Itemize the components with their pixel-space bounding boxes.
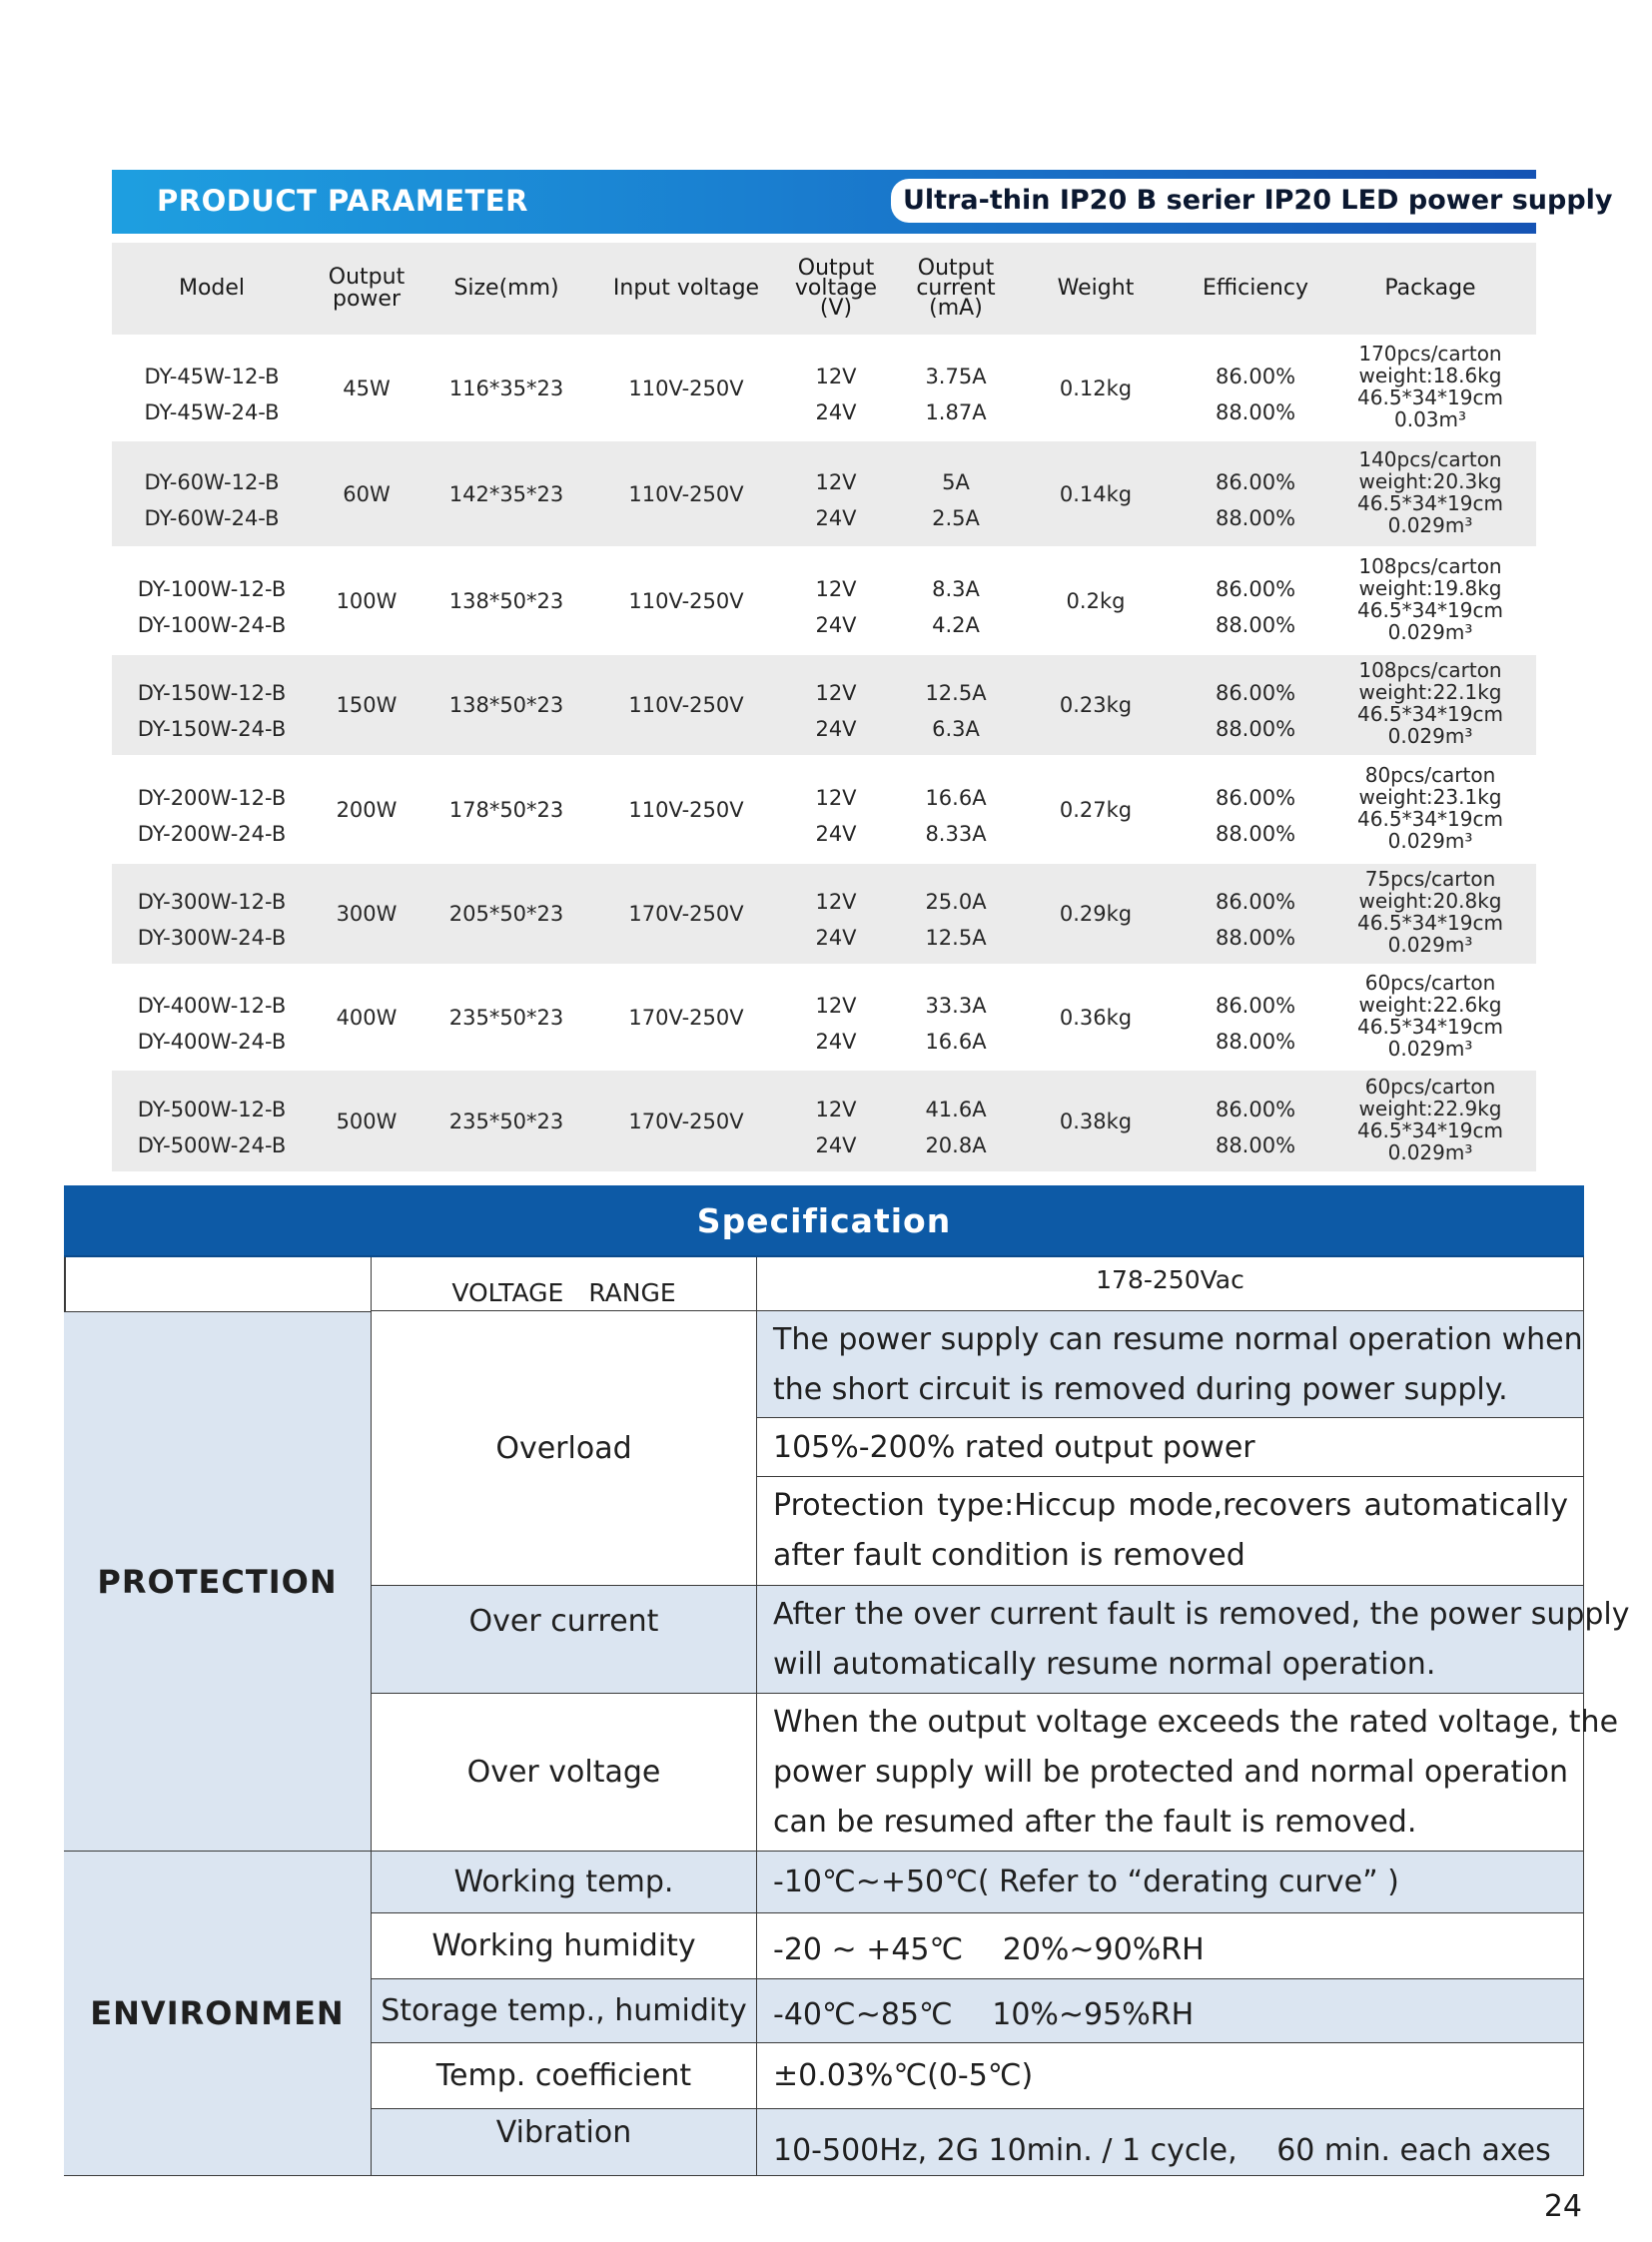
package-cell bbox=[1340, 868, 1520, 956]
package-line: 140pcs/carton bbox=[1358, 446, 1502, 471]
model-cell-a: DY-500W-12-B bbox=[137, 1097, 287, 1121]
efficiency-cell-a: 86.00% bbox=[1215, 993, 1296, 1018]
package-cell bbox=[1340, 343, 1520, 430]
model-cell-a: DY-100W-12-B bbox=[137, 576, 287, 601]
over-voltage-description: When the output voltage exceeds the rated voltage, the power supply will be protected and normal operation can be resumed after the fault is removed. bbox=[757, 1694, 1584, 1852]
output-voltage-cell-a: 12V bbox=[815, 785, 857, 810]
weight-cell: 0.27kg bbox=[1059, 797, 1133, 822]
storage-value: -40℃~85℃ 10%~95%RH bbox=[757, 1979, 1584, 2043]
output-current-cell-a: 8.3A bbox=[932, 576, 980, 601]
package-line: 46.5*34*19cm bbox=[1357, 384, 1503, 409]
efficiency-cell-a: 86.00% bbox=[1215, 681, 1296, 705]
table-body bbox=[112, 335, 1536, 1171]
size-cell: 138*50*23 bbox=[448, 588, 564, 613]
working-humidity-value: -20 ~ +45℃ 20%~90%RH bbox=[757, 1913, 1584, 1979]
output-voltage-cell-b: 24V bbox=[815, 399, 857, 424]
package-line: 46.5*34*19cm bbox=[1357, 702, 1503, 726]
package-line: 46.5*34*19cm bbox=[1357, 490, 1503, 515]
model-cell-b: DY-100W-24-B bbox=[137, 612, 287, 637]
package-line: 80pcs/carton bbox=[1364, 762, 1496, 787]
environment-group-label: ENVIRONMEN bbox=[64, 1852, 372, 2176]
product-parameter-table bbox=[112, 243, 1536, 1171]
specification-table bbox=[64, 1257, 1630, 2176]
efficiency-cell-b: 88.00% bbox=[1215, 821, 1296, 846]
table-row bbox=[112, 335, 1536, 441]
package-line: 75pcs/carton bbox=[1364, 867, 1496, 891]
efficiency-cell-a: 86.00% bbox=[1215, 469, 1296, 494]
overload-description-2: 105%-200% rated output power bbox=[757, 1418, 1584, 1477]
input-voltage-cell: 110V-250V bbox=[628, 588, 744, 613]
spec-empty-cell bbox=[64, 1257, 372, 1311]
output-voltage-cell-b: 24V bbox=[815, 821, 857, 846]
package-line: 46.5*34*19cm bbox=[1357, 597, 1503, 622]
col-efficiency: Efficiency bbox=[1203, 276, 1308, 301]
output-current-cell-a: 25.0A bbox=[925, 890, 987, 914]
package-cell bbox=[1340, 448, 1520, 536]
output-current-cell-b: 1.87A bbox=[925, 399, 987, 424]
package-line: weight:22.9kg bbox=[1358, 1096, 1502, 1121]
power-cell: 150W bbox=[336, 693, 398, 717]
package-line: 0.029m³ bbox=[1387, 828, 1473, 853]
storage-label: Storage temp., humidity bbox=[372, 1979, 757, 2043]
product-series-subtitle: Ultra-thin IP20 B serier IP20 LED power supply bbox=[891, 179, 1625, 223]
col-package: Package bbox=[1384, 276, 1476, 301]
package-line: weight:18.6kg bbox=[1358, 363, 1502, 387]
model-cell-b: DY-400W-24-B bbox=[137, 1029, 287, 1054]
package-line: 0.029m³ bbox=[1387, 619, 1473, 644]
package-line: weight:22.6kg bbox=[1358, 992, 1502, 1017]
col-weight: Weight bbox=[1057, 276, 1135, 301]
overload-description-3: Protection type:Hiccup mode,recovers automatically after fault condition is removed bbox=[757, 1477, 1584, 1586]
output-voltage-cell-b: 24V bbox=[815, 926, 857, 950]
vibration-value: 10-500Hz, 2G 10min. / 1 cycle, 60 min. each axes bbox=[757, 2109, 1584, 2176]
input-voltage-cell: 110V-250V bbox=[628, 375, 744, 400]
output-current-cell-a: 3.75A bbox=[925, 364, 987, 388]
output-voltage-cell-b: 24V bbox=[815, 717, 857, 741]
output-current-cell-b: 2.5A bbox=[932, 505, 980, 530]
output-voltage-cell-a: 12V bbox=[815, 364, 857, 388]
model-cell-a: DY-45W-12-B bbox=[144, 364, 280, 388]
package-line: 0.029m³ bbox=[1387, 933, 1473, 957]
table-row bbox=[112, 864, 1536, 964]
size-cell: 116*35*23 bbox=[448, 375, 564, 400]
overload-label: Overload bbox=[372, 1311, 757, 1586]
package-cell bbox=[1340, 764, 1520, 852]
power-cell: 500W bbox=[336, 1109, 398, 1133]
efficiency-cell-b: 88.00% bbox=[1215, 1029, 1296, 1054]
output-current-cell-b: 8.33A bbox=[925, 821, 987, 846]
package-line: 108pcs/carton bbox=[1358, 553, 1502, 578]
power-cell: 400W bbox=[336, 1005, 398, 1030]
product-parameter-title: PRODUCT PARAMETER bbox=[157, 184, 528, 218]
input-voltage-cell: 110V-250V bbox=[628, 797, 744, 822]
package-line: 60pcs/carton bbox=[1364, 1074, 1496, 1099]
package-line: 60pcs/carton bbox=[1364, 970, 1496, 995]
package-line: 0.029m³ bbox=[1387, 724, 1473, 748]
weight-cell: 0.29kg bbox=[1059, 902, 1133, 926]
package-cell bbox=[1340, 659, 1520, 747]
package-cell bbox=[1340, 1076, 1520, 1163]
package-line: 46.5*34*19cm bbox=[1357, 1118, 1503, 1142]
model-cell-a: DY-400W-12-B bbox=[137, 993, 287, 1018]
package-line: 46.5*34*19cm bbox=[1357, 806, 1503, 831]
col-size: Size(mm) bbox=[453, 276, 559, 301]
table-row bbox=[112, 546, 1536, 655]
voltage-range-label: VOLTAGE RANGE bbox=[372, 1257, 757, 1311]
weight-cell: 0.23kg bbox=[1059, 693, 1133, 717]
overload-description-1: The power supply can resume normal operation when the short circuit is removed during power supply. bbox=[757, 1311, 1584, 1418]
input-voltage-cell: 110V-250V bbox=[628, 481, 744, 506]
output-voltage-cell-b: 24V bbox=[815, 1029, 857, 1054]
efficiency-cell-a: 86.00% bbox=[1215, 785, 1296, 810]
package-line: weight:19.8kg bbox=[1358, 575, 1502, 600]
col-model: Model bbox=[178, 276, 246, 301]
model-cell-b: DY-500W-24-B bbox=[137, 1132, 287, 1157]
model-cell-b: DY-150W-24-B bbox=[137, 717, 287, 741]
efficiency-cell-a: 86.00% bbox=[1215, 1097, 1296, 1121]
output-current-cell-a: 5A bbox=[942, 469, 970, 494]
specification-header bbox=[64, 1185, 1584, 1257]
output-current-cell-b: 4.2A bbox=[932, 612, 980, 637]
output-voltage-cell-a: 12V bbox=[815, 993, 857, 1018]
input-voltage-cell: 110V-250V bbox=[628, 693, 744, 717]
output-voltage-cell-a: 12V bbox=[815, 576, 857, 601]
output-voltage-cell-a: 12V bbox=[815, 469, 857, 494]
col-output-current: Output current (mA) bbox=[916, 256, 996, 321]
output-current-cell-b: 20.8A bbox=[925, 1132, 987, 1157]
package-cell bbox=[1340, 555, 1520, 643]
package-line: 0.029m³ bbox=[1387, 512, 1473, 537]
output-voltage-cell-b: 24V bbox=[815, 505, 857, 530]
specification-title: Specification bbox=[696, 1201, 952, 1240]
power-cell: 200W bbox=[336, 797, 398, 822]
vibration-label: Vibration bbox=[372, 2109, 757, 2176]
output-current-cell-a: 16.6A bbox=[925, 785, 987, 810]
efficiency-cell-a: 86.00% bbox=[1215, 576, 1296, 601]
package-line: 46.5*34*19cm bbox=[1357, 1014, 1503, 1039]
working-humidity-label: Working humidity bbox=[372, 1913, 757, 1979]
efficiency-cell-a: 86.00% bbox=[1215, 890, 1296, 914]
output-voltage-cell-a: 12V bbox=[815, 1097, 857, 1121]
temp-coefficient-label: Temp. coefficient bbox=[372, 2043, 757, 2109]
package-line: 46.5*34*19cm bbox=[1357, 911, 1503, 935]
table-header-row bbox=[112, 243, 1536, 335]
package-line: 0.029m³ bbox=[1387, 1139, 1473, 1164]
package-line: 0.029m³ bbox=[1387, 1036, 1473, 1061]
efficiency-cell-b: 88.00% bbox=[1215, 399, 1296, 424]
weight-cell: 0.38kg bbox=[1059, 1109, 1133, 1133]
size-cell: 235*50*23 bbox=[448, 1109, 564, 1133]
output-current-cell-a: 33.3A bbox=[925, 993, 987, 1018]
size-cell: 142*35*23 bbox=[448, 481, 564, 506]
model-cell-b: DY-200W-24-B bbox=[137, 821, 287, 846]
model-cell-a: DY-300W-12-B bbox=[137, 890, 287, 914]
over-voltage-label: Over voltage bbox=[372, 1694, 757, 1852]
output-voltage-cell-b: 24V bbox=[815, 1132, 857, 1157]
efficiency-cell-b: 88.00% bbox=[1215, 612, 1296, 637]
input-voltage-cell: 170V-250V bbox=[628, 902, 744, 926]
table-row bbox=[112, 755, 1536, 864]
model-cell-a: DY-60W-12-B bbox=[144, 469, 280, 494]
over-current-label: Over current bbox=[372, 1586, 757, 1694]
table-row bbox=[112, 1071, 1536, 1171]
over-current-description: After the over current fault is removed, the power supply will automatically resume normal operation. bbox=[757, 1586, 1584, 1694]
model-cell-a: DY-150W-12-B bbox=[137, 681, 287, 705]
product-parameter-header bbox=[112, 170, 1613, 234]
output-current-cell-b: 6.3A bbox=[932, 717, 980, 741]
power-cell: 60W bbox=[343, 481, 391, 506]
working-temp-label: Working temp. bbox=[372, 1852, 757, 1913]
power-cell: 45W bbox=[343, 375, 391, 400]
table-row bbox=[112, 441, 1536, 546]
efficiency-cell-b: 88.00% bbox=[1215, 1132, 1296, 1157]
weight-cell: 0.14kg bbox=[1059, 481, 1133, 506]
package-line: weight:20.3kg bbox=[1358, 468, 1502, 493]
input-voltage-cell: 170V-250V bbox=[628, 1109, 744, 1133]
efficiency-cell-b: 88.00% bbox=[1215, 926, 1296, 950]
output-voltage-cell-a: 12V bbox=[815, 890, 857, 914]
model-cell-b: DY-300W-24-B bbox=[137, 926, 287, 950]
col-input-voltage: Input voltage bbox=[612, 276, 760, 301]
package-line: weight:20.8kg bbox=[1358, 889, 1502, 913]
page-number: 24 bbox=[1543, 2189, 1582, 2224]
efficiency-cell-b: 88.00% bbox=[1215, 505, 1296, 530]
package-line: 0.03m³ bbox=[1393, 406, 1467, 431]
col-output-power: Output power bbox=[328, 265, 406, 312]
model-cell-b: DY-60W-24-B bbox=[144, 505, 280, 530]
model-cell-a: DY-200W-12-B bbox=[137, 785, 287, 810]
output-voltage-cell-b: 24V bbox=[815, 612, 857, 637]
col-output-voltage: Output voltage (V) bbox=[794, 256, 878, 321]
working-temp-value: -10℃~+50℃( Refer to “derating curve” ) bbox=[757, 1852, 1584, 1913]
output-current-cell-a: 41.6A bbox=[925, 1097, 987, 1121]
output-current-cell-b: 16.6A bbox=[925, 1029, 987, 1054]
efficiency-cell-a: 86.00% bbox=[1215, 364, 1296, 388]
power-cell: 100W bbox=[336, 588, 398, 613]
package-line: 170pcs/carton bbox=[1358, 341, 1502, 366]
package-line: weight:23.1kg bbox=[1358, 784, 1502, 809]
size-cell: 235*50*23 bbox=[448, 1005, 564, 1030]
output-current-cell-b: 12.5A bbox=[925, 926, 987, 950]
weight-cell: 0.2kg bbox=[1066, 588, 1126, 613]
weight-cell: 0.36kg bbox=[1059, 1005, 1133, 1030]
protection-group-label: PROTECTION bbox=[64, 1311, 372, 1852]
output-voltage-cell-a: 12V bbox=[815, 681, 857, 705]
weight-cell: 0.12kg bbox=[1059, 375, 1133, 400]
package-cell bbox=[1340, 972, 1520, 1060]
model-cell-b: DY-45W-24-B bbox=[144, 399, 280, 424]
table-row bbox=[112, 964, 1536, 1071]
package-line: 108pcs/carton bbox=[1358, 658, 1502, 682]
size-cell: 138*50*23 bbox=[448, 693, 564, 717]
input-voltage-cell: 170V-250V bbox=[628, 1005, 744, 1030]
table-row bbox=[112, 655, 1536, 755]
efficiency-cell-b: 88.00% bbox=[1215, 717, 1296, 741]
power-cell: 300W bbox=[336, 902, 398, 926]
voltage-range-value: 178-250Vac bbox=[757, 1257, 1584, 1311]
size-cell: 178*50*23 bbox=[448, 797, 564, 822]
temp-coefficient-value: ±0.03%℃(0-5℃) bbox=[757, 2043, 1584, 2109]
size-cell: 205*50*23 bbox=[448, 902, 564, 926]
output-current-cell-a: 12.5A bbox=[925, 681, 987, 705]
package-line: weight:22.1kg bbox=[1358, 680, 1502, 704]
